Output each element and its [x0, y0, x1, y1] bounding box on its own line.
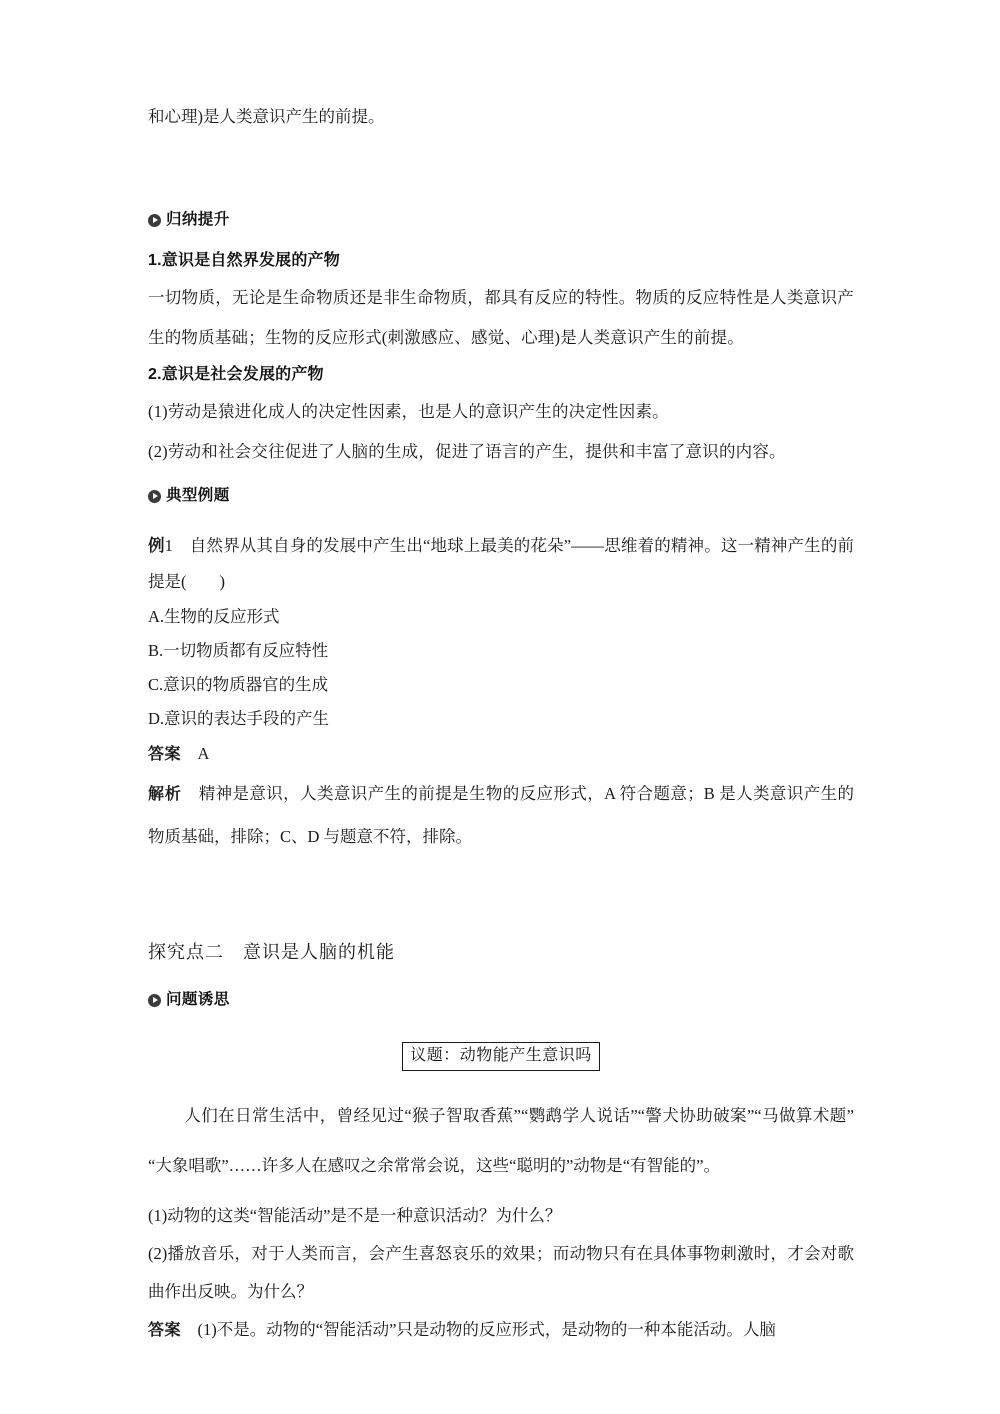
section-heading-example: [148, 484, 854, 508]
spacer: [148, 968, 854, 988]
answer-label: 答案: [148, 746, 182, 763]
section-heading-label: 典型例题: [166, 487, 230, 504]
example-number: 1: [164, 536, 173, 555]
section-heading-label: 问题诱思: [166, 991, 230, 1008]
spacer: [148, 1071, 854, 1091]
topic-box-wrapper: [148, 1042, 854, 1071]
sub-body-2-item-2: (2)劳动和社会交往促进了人脑的生成，促进了语言的产生，提供和丰富了意识的内容。: [148, 442, 786, 461]
spacer: [148, 130, 854, 208]
sub-body-1: 一切物质，无论是生命物质还是非生命物质，都具有反应的特性。物质的反应特性是人类意识产生的物质基础；生物的反应形式(刺激感应、感觉、心理)是人类意识产生的前提。: [148, 288, 854, 347]
topic-box: 议题：动物能产生意识吗: [402, 1042, 600, 1071]
option-c: C.意识的物质器官的生成: [148, 675, 329, 694]
spacer: [148, 508, 854, 528]
explanation-text: 精神是意识，人类意识产生的前提是生物的反应形式，A 符合题意；B 是人类意识产生的物质基础，排除；C、D 与题意不符，排除。: [148, 784, 855, 846]
scenario-paragraph: 人们在日常生活中，曾经见过“猴子智取香蕉”“鹦鹉学人说话”“警犬协助破案”“马做算术题”“大象唱歌”……许多人在感叹之余常常会说，这些“聪明的”动物是“有智能的”。: [148, 1106, 854, 1175]
option-a: A.生物的反应形式: [148, 607, 280, 626]
top-continuation-text: 和心理)是人类意识产生的前提。: [148, 107, 385, 126]
answer-label: 答案: [148, 1322, 182, 1339]
explanation-label: 解析: [148, 786, 182, 803]
page-title: 探究点二 意识是人脑的机能: [148, 942, 395, 962]
option-b: B.一切物质都有反应特性: [148, 641, 329, 660]
sub-heading-2: 2.意识是社会发展的产物: [148, 366, 324, 383]
section-heading-label: 归纳提升: [166, 211, 230, 228]
example-answer: [148, 736, 854, 773]
answer-text: (1)不是。动物的“智能活动”只是动物的反应形式，是动物的一种本能活动。人脑: [197, 1320, 776, 1339]
page-content: [148, 104, 854, 1350]
option-d: D.意识的表达手段的产生: [148, 709, 330, 728]
spacer: [148, 1012, 854, 1042]
example-stem-text: 自然界从其自身的发展中产生出“地球上最美的花朵”——思维着的精神。这一精神产生的前提是( ): [148, 536, 855, 591]
sub-body-2-item-1: (1)劳动是猿进化成人的决定性因素，也是人的意识产生的决定性因素。: [148, 402, 669, 421]
play-circle-icon: [148, 490, 161, 503]
example-tag: 例: [148, 537, 165, 555]
inquiry-answer: [148, 1311, 854, 1350]
example-explanation: [148, 773, 854, 858]
play-circle-icon: [148, 214, 161, 227]
answer-value: A: [197, 744, 210, 763]
spacer: [148, 232, 854, 244]
section-heading-summary: [148, 208, 854, 232]
spacer: [148, 858, 854, 936]
inquiry-question-2: (2)播放音乐，对于人类而言，会产生喜怒哀乐的效果；而动物只有在具体事物刺激时，才会对歌曲作出反映。为什么？: [148, 1244, 854, 1301]
example-stem: [148, 528, 854, 600]
spacer: [148, 472, 854, 484]
section-heading-inquiry: [148, 988, 854, 1012]
inquiry-question-1: (1)动物的这类“智能活动”是不是一种意识活动？为什么？: [148, 1206, 562, 1225]
sub-heading-1: 1.意识是自然界发展的产物: [148, 252, 340, 269]
play-circle-icon: [148, 994, 161, 1007]
